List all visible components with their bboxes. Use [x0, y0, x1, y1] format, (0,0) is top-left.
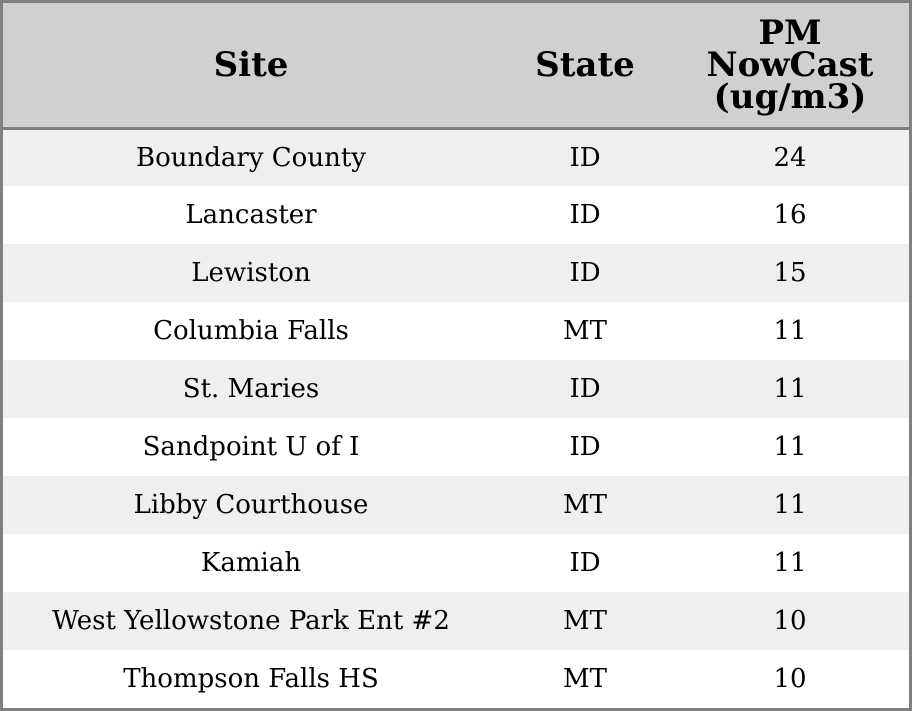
cell-pm-nowcast: 11 [773, 316, 807, 346]
cell-pm-nowcast: 24 [773, 142, 807, 173]
table-header [3, 3, 909, 128]
table-row [3, 592, 909, 650]
cell-site: Sandpoint U of I [142, 432, 360, 462]
table-row [3, 302, 909, 360]
column-header-pm-line-2: NowCast [706, 44, 874, 85]
table-row [3, 418, 909, 476]
cell-state: ID [569, 142, 601, 173]
cell-pm-nowcast: 11 [773, 548, 807, 578]
cell-pm-nowcast: 15 [773, 258, 807, 288]
table-row [3, 244, 909, 302]
table-row [3, 128, 909, 186]
cell-site: Kamiah [200, 548, 302, 578]
column-header-pm-line-3: (ug/m3) [713, 76, 867, 117]
cell-site: Boundary County [136, 142, 366, 173]
pm-nowcast-table [3, 3, 909, 708]
cell-site: Columbia Falls [153, 316, 349, 346]
cell-state: ID [569, 374, 601, 404]
table-row [3, 534, 909, 592]
cell-state: MT [563, 316, 607, 346]
cell-pm-nowcast: 16 [773, 200, 807, 230]
cell-pm-nowcast: 11 [773, 432, 807, 462]
cell-state: MT [563, 490, 607, 520]
cell-site: Libby Courthouse [133, 490, 369, 520]
cell-state: ID [569, 200, 601, 230]
cell-state: ID [569, 258, 601, 288]
cell-state: MT [563, 664, 607, 694]
cell-site: Lancaster [185, 200, 317, 230]
cell-pm-nowcast: 10 [773, 664, 807, 694]
table-row [3, 476, 909, 534]
cell-pm-nowcast: 11 [773, 374, 807, 404]
cell-pm-nowcast: 11 [773, 490, 807, 520]
cell-pm-nowcast: 10 [773, 606, 807, 636]
column-header-pm-nowcast [671, 3, 909, 128]
cell-state: ID [569, 548, 601, 578]
table-body [3, 128, 909, 708]
cell-site: West Yellowstone Park Ent #2 [52, 606, 450, 636]
header-row [3, 3, 909, 128]
column-header-site: Site [3, 3, 499, 128]
cell-state: MT [563, 606, 607, 636]
cell-site: St. Maries [182, 374, 320, 404]
cell-site: Lewiston [191, 258, 311, 288]
cell-site: Thompson Falls HS [123, 664, 379, 694]
column-header-state: State [499, 3, 671, 128]
table-row [3, 360, 909, 418]
column-header-pm-line-1: PM [758, 12, 822, 53]
cell-state: ID [569, 432, 601, 462]
table-row [3, 186, 909, 244]
table-row [3, 650, 909, 708]
